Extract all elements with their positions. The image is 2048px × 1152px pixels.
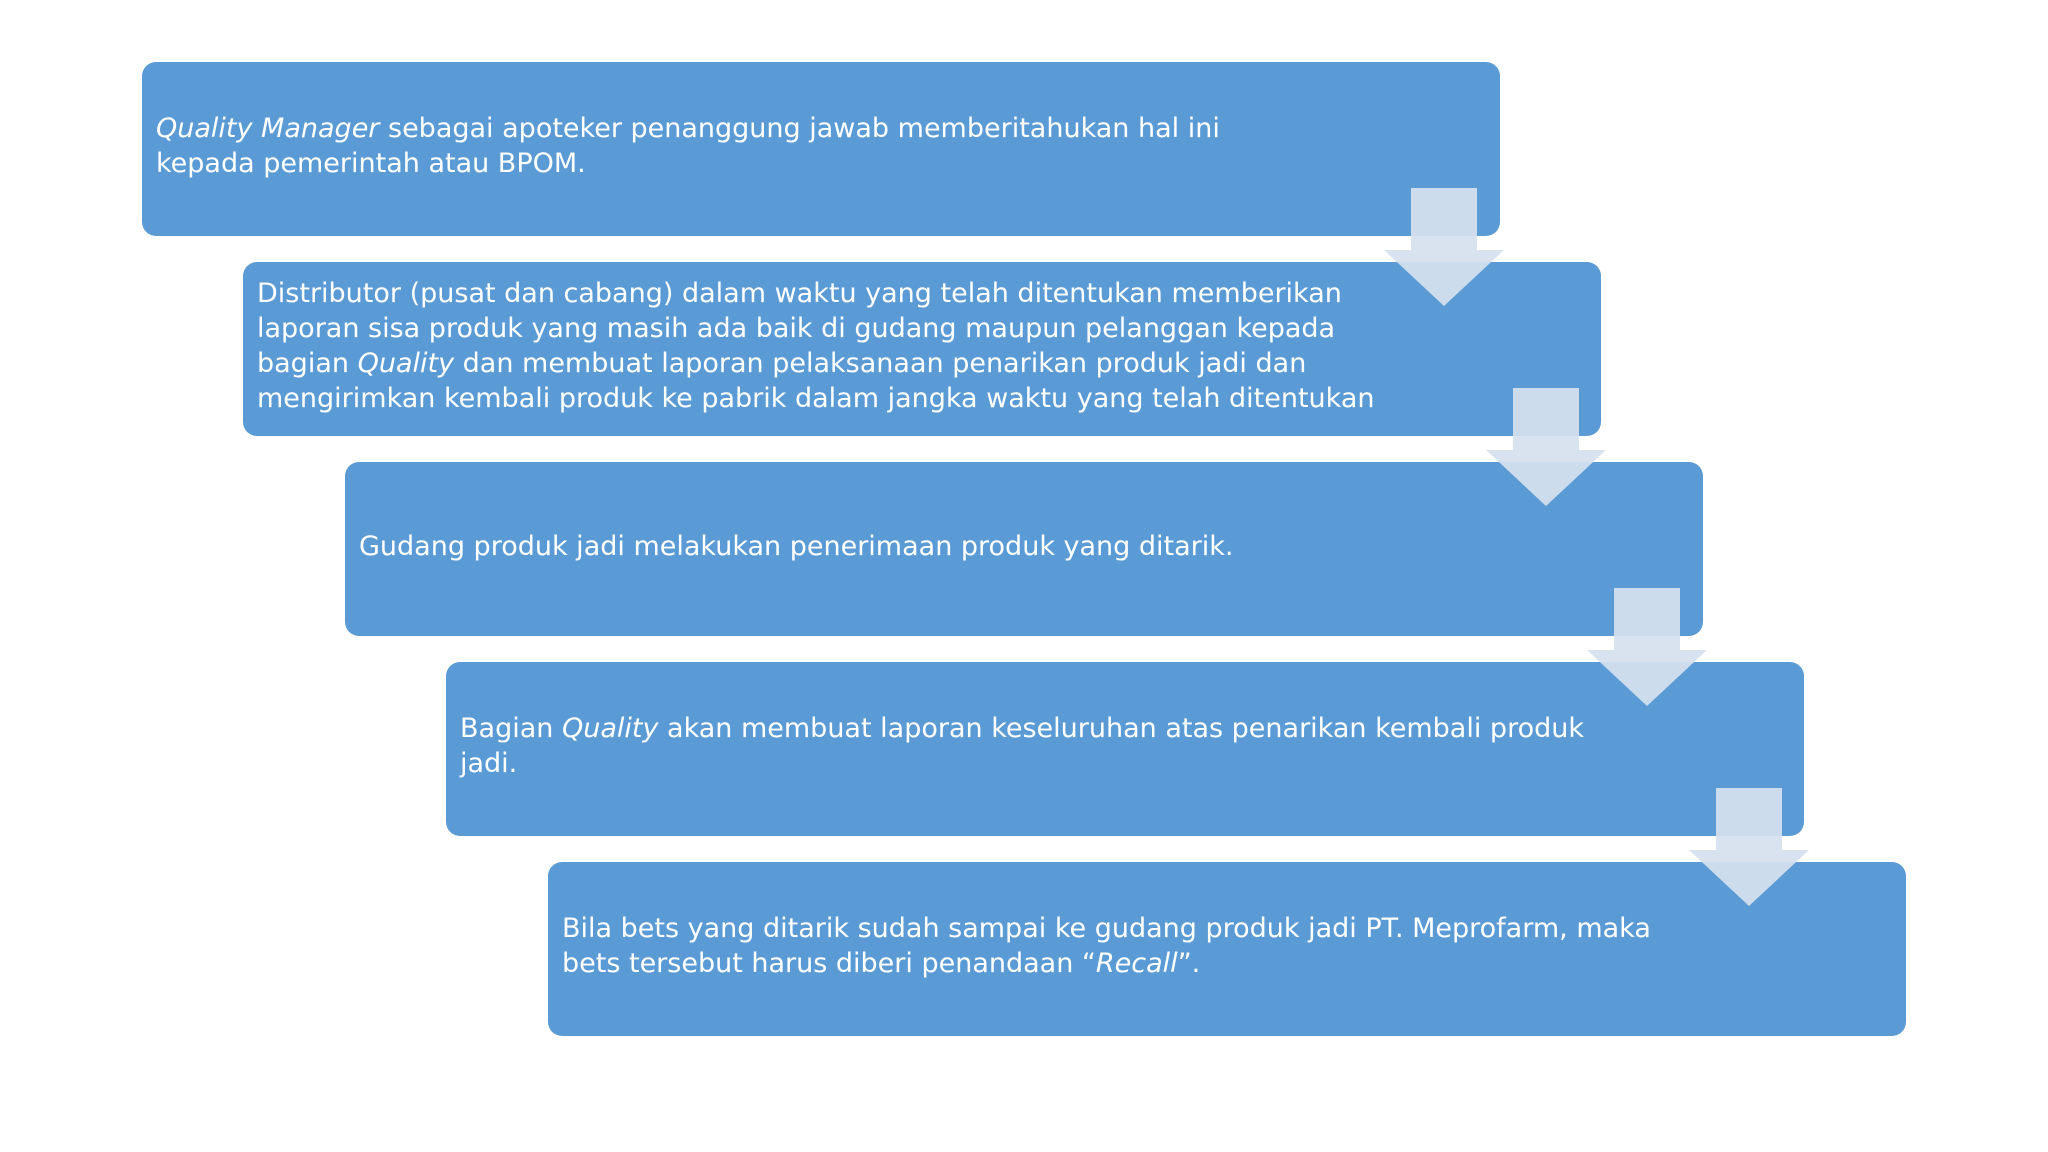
step-4-body-text-b: akan membuat laporan keseluruhan atas penarikan kembali produk jadi. xyxy=(460,713,1584,779)
step-2-body-text-b: dan membuat laporan pelaksanaan penarikan produk jadi dan mengirimkan kembali produk ke pabrik dalam jangka waktu yang telah ditentukan xyxy=(257,348,1375,414)
step-2-body-text-a: Distributor (pusat dan cabang) dalam waktu yang telah ditentukan memberikan laporan sisa produk yang masih ada baik di gudang maupun pelanggan kepada bagian xyxy=(257,278,1342,379)
process-step-5-text xyxy=(562,911,1712,987)
step-4-italic-term: Quality xyxy=(561,713,659,744)
step-4-body-text-a: Bagian xyxy=(460,713,562,744)
down-arrow-icon xyxy=(1689,788,1809,906)
down-arrow-icon xyxy=(1486,388,1606,506)
process-step-1 xyxy=(142,62,1500,236)
step-1-italic-term: Quality Manager xyxy=(156,113,380,144)
process-step-4-text xyxy=(460,711,1610,787)
step-2-italic-term: Quality xyxy=(357,348,455,379)
step-5-italic-term: Recall xyxy=(1095,948,1178,979)
process-step-3-text xyxy=(359,529,1509,570)
process-step-2-text xyxy=(257,276,1407,422)
down-arrow-icon xyxy=(1384,188,1504,306)
step-3-body-text: Gudang produk jadi melakukan penerimaan produk yang ditarik. xyxy=(359,530,1234,562)
step-5-body-text-a: Bila bets yang ditarik sudah sampai ke gudang produk jadi PT. Meprofarm, maka bets tersebut harus diberi penandaan “ xyxy=(562,913,1651,979)
down-arrow-icon xyxy=(1587,588,1707,706)
process-step-1-text xyxy=(156,111,1306,187)
step-5-body-text-b: ”. xyxy=(1177,948,1201,979)
step-1-body-text: sebagai apoteker penanggung jawab memberitahukan hal ini kepada pemerintah atau BPOM. xyxy=(156,113,1220,179)
